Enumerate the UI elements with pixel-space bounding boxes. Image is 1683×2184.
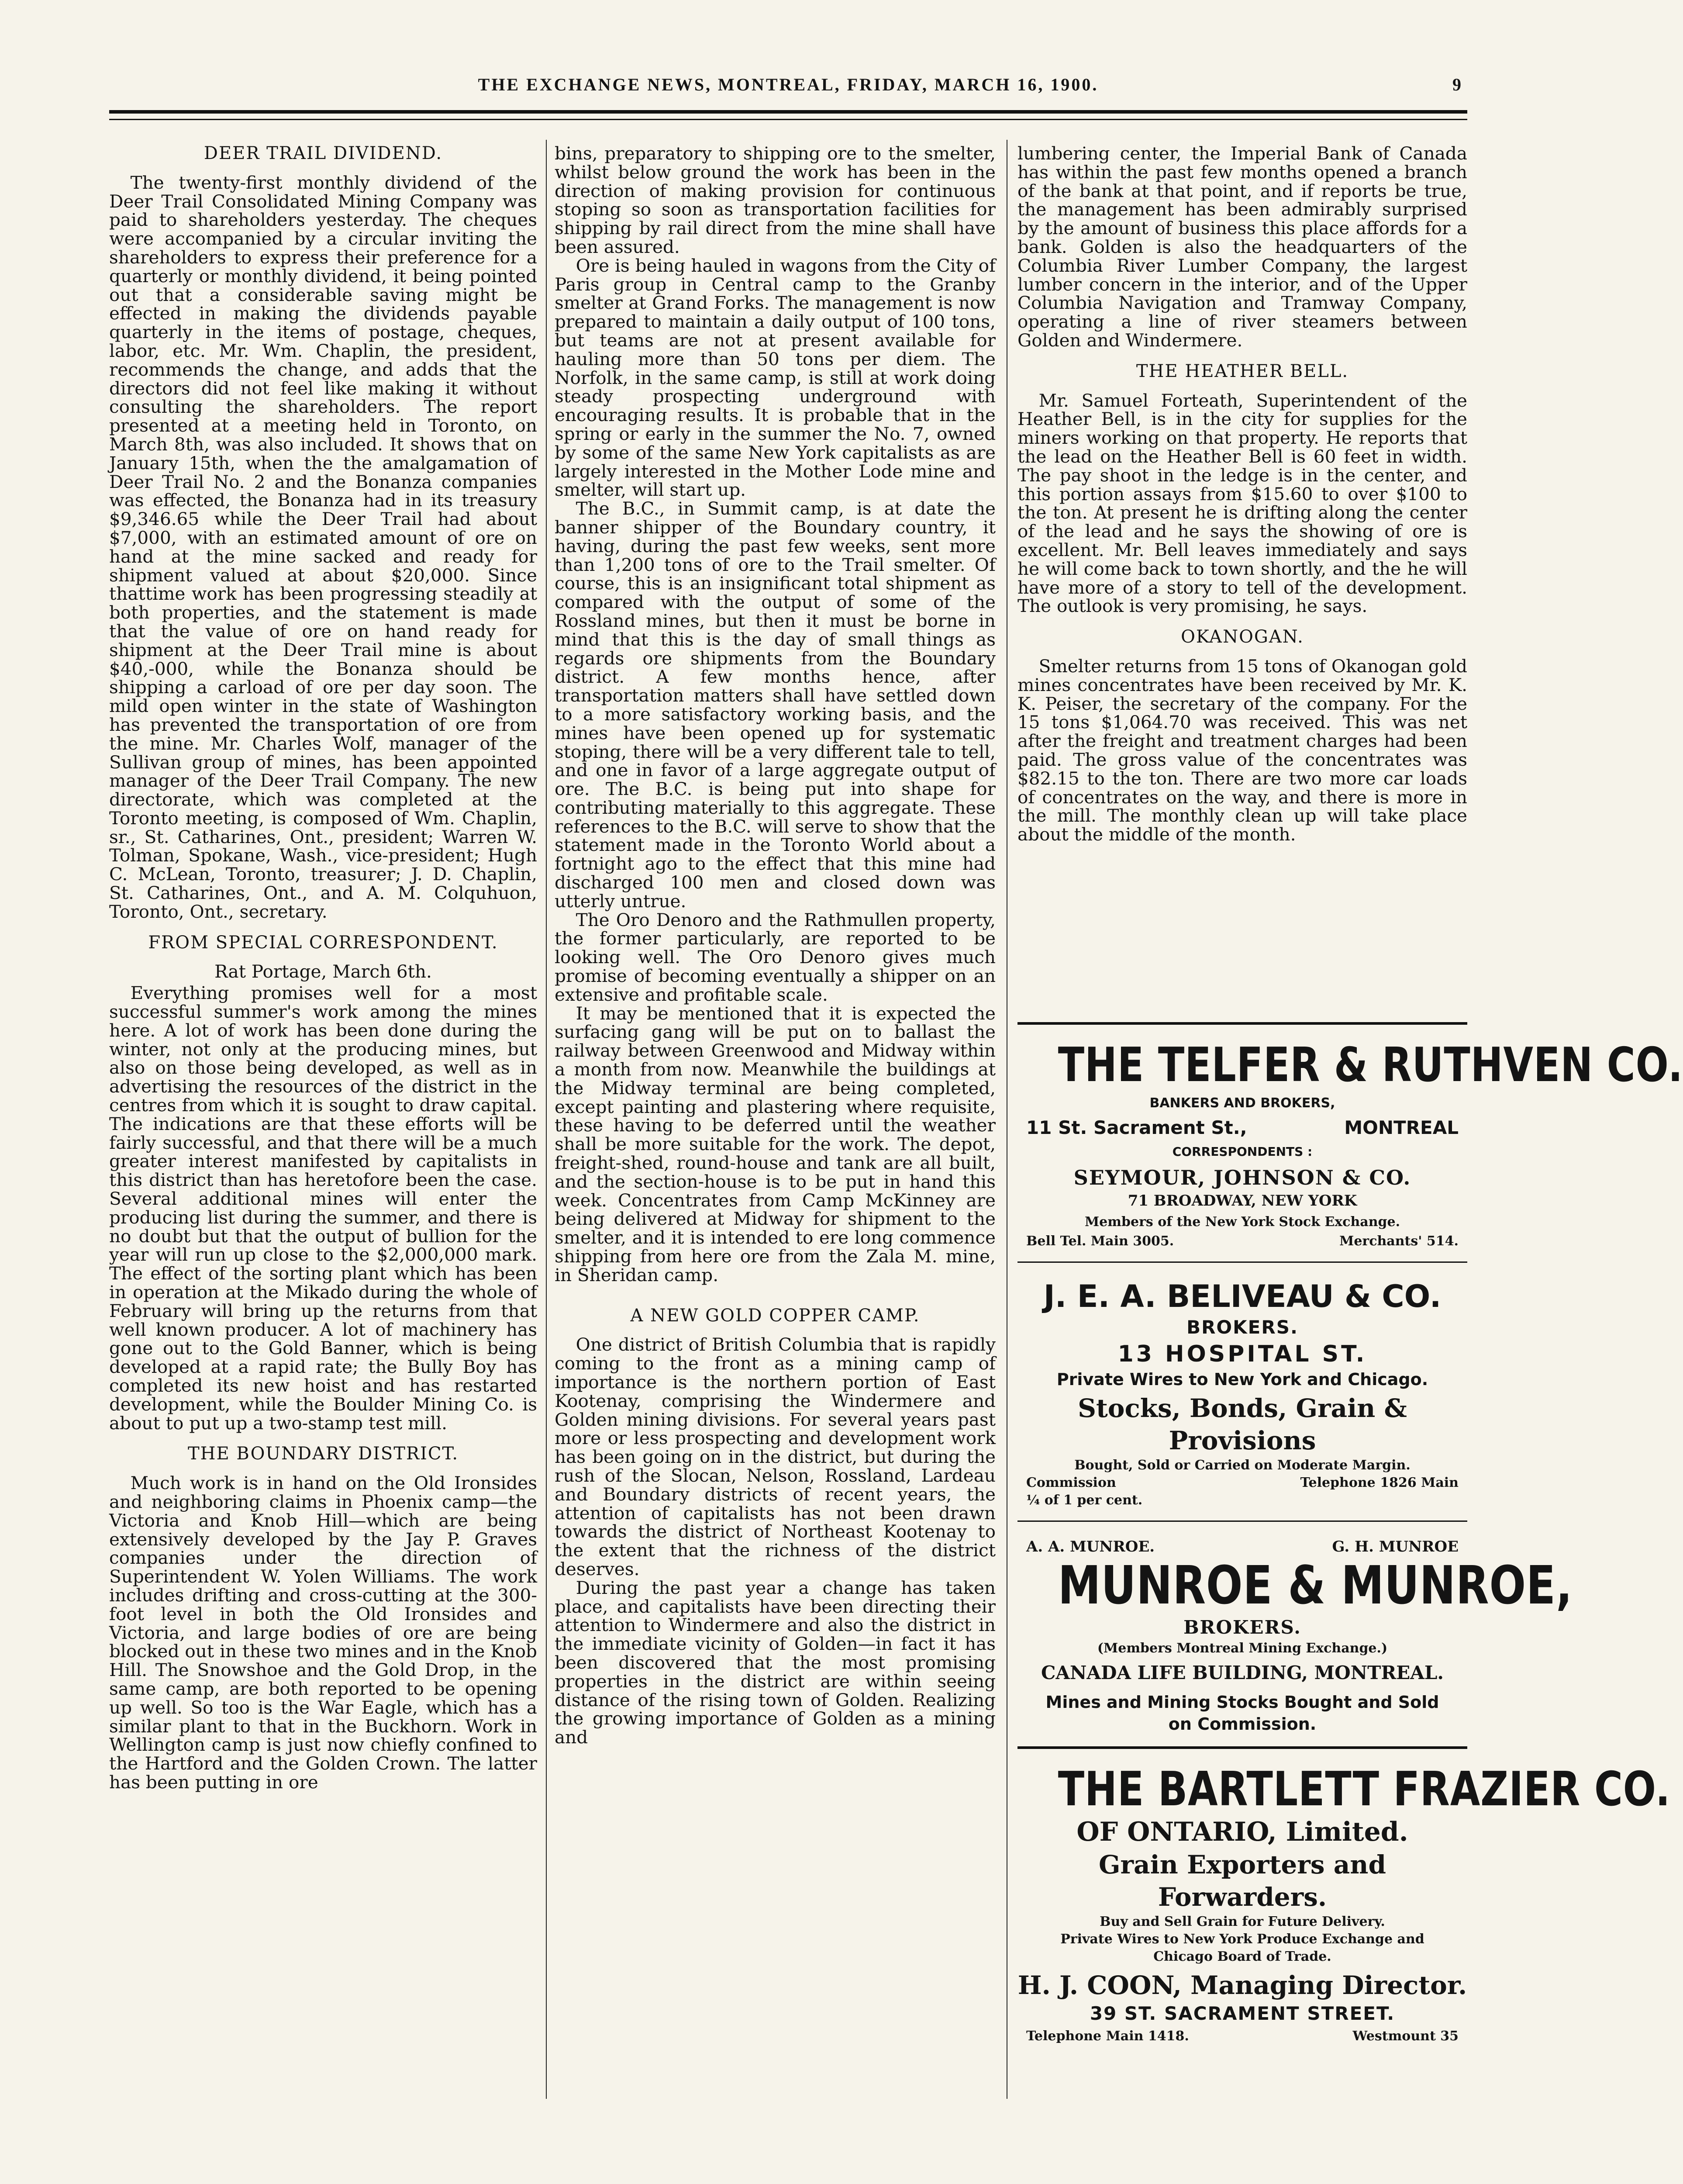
ad-line: Mines and Mining Stocks Bought and Sold on Commission. xyxy=(1045,1693,1439,1734)
ad-telephone-row xyxy=(1026,1233,1459,1250)
ad-address: 39 ST. SACRAMENT STREET. xyxy=(1090,2003,1395,2024)
page-number: 9 xyxy=(1452,75,1463,94)
ad-line: CORRESPONDENTS : xyxy=(1172,1144,1313,1159)
ad-line: Stocks, Bonds, Grain & Provisions xyxy=(1078,1393,1407,1455)
ad-line: BROKERS. xyxy=(1183,1617,1301,1638)
column-3 xyxy=(1017,144,1467,1020)
article-heading: THE BOUNDARY DISTRICT. xyxy=(187,1444,459,1464)
ad-telephone-row xyxy=(1026,2028,1459,2045)
ad-line: Members of the New York Stock Exchange. xyxy=(1084,1214,1400,1230)
article-body: bins, preparatory to shipping ore to the smelter, whilst below ground the work has been in the direction of making provision for continuous stoping so soon as transportation facilities for shipping by rail direct from the mine shall have been assured. xyxy=(555,143,996,257)
ad-beliveau xyxy=(1017,1278,1467,1509)
article-body: The Oro Denoro and the Rathmullen property, the former particularly, are reported to be looking well. The Oro Denoro gives much promise of becoming eventually a shipper on an extensive and profitable scale. xyxy=(555,909,996,1005)
ad-address: 11 St. Sacrament St., xyxy=(1026,1117,1247,1138)
article-body: lumbering center, the Imperial Bank of Canada has within the past few months opened a branch of the bank at that point, and if reports be true, the management has been admirably surprised by the amount of business this place affords for a bank. Golden is also the headquarters of the Columbia River Lumber Company, the largest lumber concern in the interior, and of the Upper Columbia Navigation and Tramway Company, operating a line of river steamers between Golden and Windermere. xyxy=(1017,143,1467,351)
article-body: One district of British Columbia that is rapidly coming to the front as a mining camp of importance is the northern portion of East Kootenay, comprising the Windermere and Golden mining divisions. For several years past more or less prospecting and development work has been going on in the district, but during the rush of the Slocan, Nelson, Rossland, Lardeau and Boundary districts of recent years, the attention of capitalists has not been drawn towards the district of Northeast Kootenay to the extent that the richness of the district deserves. xyxy=(555,1334,996,1579)
ad-divider xyxy=(1017,1022,1467,1025)
ad-firm-name: MUNROE & MUNROE, xyxy=(1058,1555,1573,1616)
ad-address: 13 HOSPITAL ST. xyxy=(1117,1341,1367,1367)
article-heading: FROM SPECIAL CORRESPONDENT. xyxy=(148,932,498,953)
ad-line: Buy and Sell Grain for Future Delivery. xyxy=(1100,1914,1385,1929)
ad-firm-name: J. E. A. BELIVEAU & CO. xyxy=(1043,1279,1442,1314)
ad-partner: A. A. MUNROE. xyxy=(1026,1538,1155,1555)
article-heading: A NEW GOLD COPPER CAMP. xyxy=(630,1305,920,1326)
ad-telfer-ruthven xyxy=(1017,1038,1683,1250)
column-2 xyxy=(555,144,996,2099)
ad-divider xyxy=(1017,1746,1467,1749)
ad-firm-name: THE BARTLETT FRAZIER CO. xyxy=(1058,1762,1671,1817)
ad-telephone: Westmount 35 xyxy=(1352,2028,1459,2044)
ad-telephone: Telephone 1826 Main xyxy=(1300,1475,1459,1490)
masthead-rule-thin xyxy=(109,119,1467,120)
masthead xyxy=(109,66,1467,105)
ad-correspondent: SEYMOUR, JOHNSON & CO. xyxy=(1073,1166,1411,1189)
article-heading: DEER TRAIL DIVIDEND. xyxy=(203,143,443,163)
ad-partners-row xyxy=(1026,1537,1459,1557)
article-body: Everything promises well for a most successful summer's work among the mines here. A lot of work has been done during the winter, not only at the producing mines, but also on those being developed, as well as in advertising the resources of the district in the centres from which it is sought to draw capital. The indications are that these efforts will be fairly successful, and that there will be a much greater interest manifested by capitalists in this district than has heretofore been the case. Several additional mines will enter the producing list during the summer, and there is no doubt but that the output of bullion for the year will run up close to the $2,000,000 mark. The effect of the sorting plant which has been in operation at the Mikado during the whole of February will bring up the returns from that well known producer. A lot of machinery has gone out to the Gold Banner, which is being developed at a rapid rate; the Bully Boy has completed its new hoist and has restarted development, while the Boulder Mining Co. is about to put up a two-stamp test mill. xyxy=(109,982,537,1434)
article-body: During the past year a change has taken place, and capitalists have been directing their attention to Windermere and also the district in the immediate vicinity of Golden—in fact it has been discovered that the most promising properties in the district are within seeing distance of the rising town of Golden. Realizing the growing importance of Golden as a mining and xyxy=(555,1577,996,1748)
ad-commission-row xyxy=(1026,1474,1459,1492)
ad-firm-name: THE TELFER & RUTHVEN CO. xyxy=(1058,1038,1683,1092)
ad-city: MONTREAL xyxy=(1344,1117,1459,1138)
ad-line: 71 BROADWAY, NEW YORK xyxy=(1128,1192,1357,1209)
ad-line: Private Wires to New York and Chicago. xyxy=(1056,1370,1428,1389)
ad-divider xyxy=(1017,1521,1467,1522)
article-body: Much work is in hand on the Old Ironsides and neighboring claims in Phoenix camp—the Victoria and Knob Hill—which are being extensively developed by the Jay P. Graves companies under the direction of Superintendent W. Yolen Williams. The work includes drifting and cross-cutting at the 300-foot level in both the Old Ironsides and Victoria, and large bodies of ore are being blocked out in these two mines and in the Knob Hill. The Snowshoe and the Gold Drop, in the same camp, are both reported to be opening up well. So too is the War Eagle, which has a similar plant to that in the Buckhorn. Work in Wellington camp is just now chiefly confined to the Hartford and the Golden Crown. The latter has been putting in ore xyxy=(109,1472,537,1793)
article-heading: THE HEATHER BELL. xyxy=(1136,361,1349,381)
ad-line: Private Wires to New York Produce Exchange and Chicago Board of Trade. xyxy=(1060,1932,1424,1964)
ad-line: H. J. COON, Managing Director. xyxy=(1017,1970,1467,2000)
article-heading: OKANOGAN. xyxy=(1181,627,1304,647)
ad-line: BANKERS AND BROKERS, xyxy=(1149,1095,1335,1111)
ad-line: Bought, Sold or Carried on Moderate Margin. xyxy=(1074,1458,1411,1473)
article-body: The twenty-first monthly dividend of the Deer Trail Consolidated Mining Company was paid to shareholders yesterday. The cheques were accompanied by a circular inviting the shareholders to express their preference for a quarterly or monthly dividend, it being pointed out that a considerable saving might be effected in making the dividends payable quarterly in the items of postage, cheques, labor, etc. Mr. Wm. Chaplin, the president, recommends the change, and adds that the directors did not feel like making it without consulting the shareholders. The report presented at a meeting held in Toronto, on March 8th, was also included. It shows that on January 15th, when the the amalgamation of Deer Trail No. 2 and the Bonanza companies was effected, the Bonanza had in its treasury $9,346.65 while the Deer Trail had about $7,000, with an estimated amount of ore on hand at the mine sacked and ready for shipment valued at about $20,000. Since thattime work has been progressing steadily at both properties, and the statement is made that the value of ore on hand ready for shipment at the Deer Trail mine is about $40,-000, while the Bonanza should be shipping a carload of ore per day soon. The mild open winter in the state of Washington has prevented the transportation of ore from the mine. Mr. Charles Wolf, manager of the Sullivan group of mines, has been appointed manager of the Deer Trail Company. The new directorate, which was completed at the Toronto meeting, is composed of Wm. Chaplin, sr., St. Catharines, Ont., president; Warren W. Tolman, Spokane, Wash., vice-president; Hugh C. McLean, Toronto, treasurer; J. D. Chaplin, St. Catharines, Ont., and A. M. Colquhuon, Toronto, Ont., secretary. xyxy=(109,172,537,922)
ad-line: (Members Montreal Mining Exchange.) xyxy=(1097,1641,1388,1656)
ad-address-row xyxy=(1026,1116,1459,1140)
advertisements xyxy=(1017,1022,1683,2056)
dateline: Rat Portage, March 6th. xyxy=(214,961,432,982)
ad-line: OF ONTARIO, Limited. xyxy=(1076,1817,1408,1847)
ad-telephone: Bell Tel. Main 3005. xyxy=(1026,1234,1174,1249)
article-body: Ore is being hauled in wagons from the City of Paris group in Central camp to the Granby smelter at Grand Forks. The management is now prepared to maintain a daily output of 100 tons, but teams are not at present available for hauling more than 50 tons per diem. The Norfolk, in the same camp, is still at work doing steady prospecting underground with encouraging results. It is probable that in the spring or early in the summer the No. 7, owned by some of the same New York capitalists as are largely interested in the Mother Lode mine and smelter, will start up. xyxy=(555,255,996,501)
column-divider xyxy=(546,140,547,2099)
ad-bartlett-frazier xyxy=(1017,1762,1671,2045)
ad-telephone: Merchants' 514. xyxy=(1339,1234,1459,1249)
article-body: Smelter returns from 15 tons of Okanogan gold mines concentrates have been received by Mr. K. K. Peiser, the secretary of the company. For the 15 tons $1,064.70 was received. This was net after the freight and treatment charges had been paid. The gross value of the concentrates was $82.15 to the ton. There are two more car loads of concentrates on the way, and there is more in the mill. The monthly clean up will take place about the middle of the month. xyxy=(1017,655,1467,845)
ad-commission-rate: ¼ of 1 per cent. xyxy=(1026,1493,1143,1508)
ad-line: Grain Exporters and Forwarders. xyxy=(1098,1850,1386,1912)
ad-telephone: Telephone Main 1418. xyxy=(1026,2028,1189,2044)
ad-munroe xyxy=(1017,1537,1573,1735)
ad-commission: Commission xyxy=(1026,1475,1116,1490)
column-1 xyxy=(109,144,537,2099)
masthead-rule xyxy=(109,110,1467,114)
article-body: Mr. Samuel Forteath, Superintendent of the Heather Bell, is in the city for supplies for the miners working on that property. He reports that the lead on the Heather Bell is 60 feet in width. The pay shoot in the ledge is in the center, and this portion assays from $15.60 to over $100 to the ton. At present he is drifting along the center of the lead and he says the showing of ore is excellent. Mr. Bell leaves immediately and says he will come back to town shortly, and the he will have more of a story to tell of the development. The outlook is very promising, he says. xyxy=(1017,390,1467,617)
article-body: It may be mentioned that it is expected the surfacing gang will be put on to ballast the railway between Greenwood and Midway within a month from now. Meanwhile the buildings at the Midway terminal are being completed, except painting and plastering where requisite, these having to be deferred until the weather shall be more suitable for the work. The depot, freight-shed, round-house and tank are all built, and the section-house is to be put in hand this week. Concentrates from Camp McKinney are being delivered at Midway for shipment to the smelter, and it is intended to ere long commence shipping from here ore from the Zala M. mine, in Sheridan camp. xyxy=(555,1002,996,1286)
masthead-title: THE EXCHANGE NEWS, MONTREAL, FRIDAY, MARCH 16, 1900. xyxy=(478,75,1099,94)
ad-partner: G. H. MUNROE xyxy=(1332,1538,1459,1555)
article-body: The B.C., in Summit camp, is at date the banner shipper of the Boundary country, it having, during the past few weeks, sent more than 1,200 tons of ore to the Trail smelter. Of course, this is an insignificant total shipment as compared with the output of some of the Rossland mines, but then it must be borne in mind that this is the day of small things as regards ore shipments from the Boundary district. A few months hence, after transportation matters shall have settled down to a more satisfactory working basis, and the mines have been opened up for systematic stoping, there will be a very different tale to tell, and one in favor of a large aggregate output of ore. The B.C. is being put into shape for contributing materially to this aggregate. These references to the B.C. will serve to show that the statement made in the Toronto World about a fortnight ago to the effect that this mine had discharged 100 men and closed down was utterly untrue. xyxy=(555,498,996,912)
ad-divider xyxy=(1017,1261,1467,1263)
ad-address: CANADA LIFE BUILDING, MONTREAL. xyxy=(1041,1662,1444,1683)
ad-line: BROKERS. xyxy=(1186,1317,1298,1338)
